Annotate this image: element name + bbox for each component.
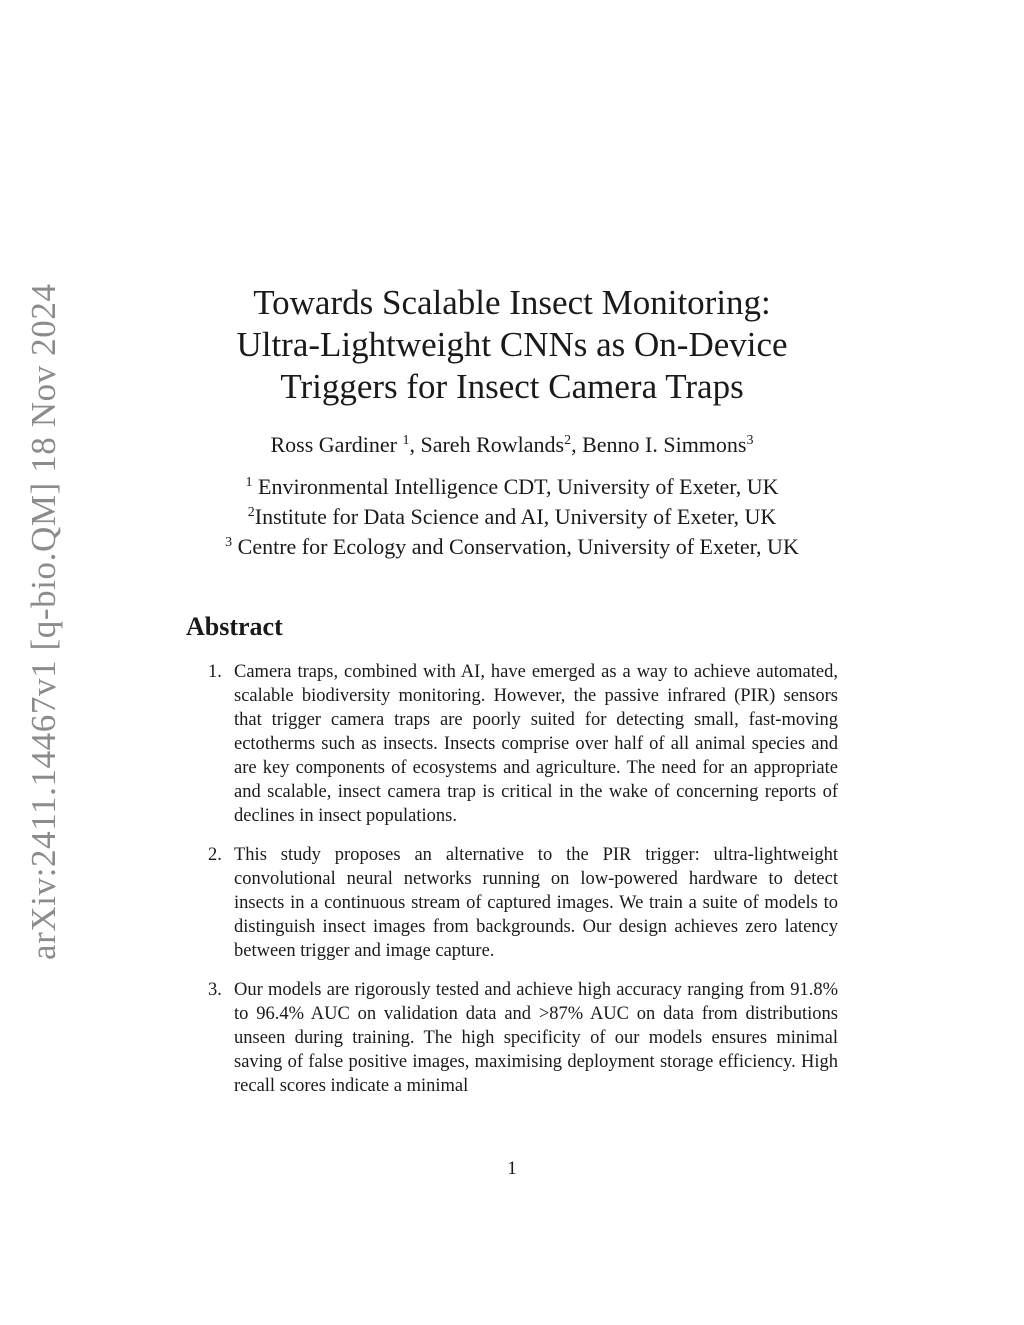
author-separator: ,: [571, 432, 583, 457]
item-text: Camera traps, combined with AI, have emerged as a way to achieve automated, scalable biodiversity monitoring. However, the passive infrared (PIR) sensors that trigger camera traps are poorly suited for detecting small, fast-moving ectotherms such as insects. Insects comprise over half of all animal species and are key components of ecosystems and agriculture. The need for an appropriate and scalable, insect camera trap is critical in the wake of concerning reports of declines in insect populations.: [234, 662, 838, 826]
item-number: 2.: [208, 845, 222, 865]
abstract-list: [186, 660, 838, 1113]
affiliation-mark: 1: [402, 433, 410, 448]
abstract-item: [186, 978, 838, 1098]
title-line: Ultra-Lightweight CNNs as On-Device: [236, 325, 788, 364]
paper-title: [180, 282, 844, 408]
affiliation-line: [180, 532, 844, 562]
affiliation-list: [180, 472, 844, 562]
author-name: Ross Gardiner: [270, 432, 397, 457]
page-number: 1: [507, 1158, 517, 1179]
affiliation-text: Institute for Data Science and AI, University of Exeter, UK: [254, 504, 777, 529]
affiliation-line: [180, 472, 844, 502]
affiliation-mark: 1: [245, 475, 253, 490]
author-separator: ,: [409, 432, 421, 457]
item-text: This study proposes an alternative to the PIR trigger: ultra-lightweight convolutional neural networks running on low-powered hardware to detect insects in a continuous stream of captured images. We train a suite of models to distinguish insect images from backgrounds. Our design achieves zero latency between trigger and image capture.: [234, 845, 838, 961]
title-line: Triggers for Insect Camera Traps: [280, 367, 744, 406]
abstract-item: [186, 843, 838, 963]
author-name: Benno I. Simmons: [582, 432, 747, 457]
affiliation-mark: 2: [564, 433, 572, 448]
item-number: 3.: [208, 980, 222, 1000]
abstract-heading: Abstract: [186, 612, 283, 641]
affiliation-mark: 2: [247, 505, 255, 520]
affiliation-line: [180, 502, 844, 532]
title-line: Towards Scalable Insect Monitoring:: [253, 283, 771, 322]
item-text: Our models are rigorously tested and achieve high accuracy ranging from 91.8% to 96.4% AUC on validation data and >87% AUC on data from distributions unseen during training. The high specificity of our models ensures minimal saving of false positive images, maximising deployment storage efficiency. High recall scores indicate a minimal: [234, 980, 838, 1096]
author-name: Sareh Rowlands: [420, 432, 565, 457]
abstract-item: [186, 660, 838, 828]
affiliation-mark: 3: [746, 433, 754, 448]
item-number: 1.: [208, 662, 222, 682]
author-list: [180, 430, 844, 460]
affiliation-text: Environmental Intelligence CDT, University of Exeter, UK: [258, 474, 779, 499]
affiliation-mark: 3: [225, 535, 233, 550]
arxiv-identifier-stamp: arXiv:2411.14467v1 [q-bio.QM] 18 Nov 2024: [24, 283, 63, 960]
affiliation-text: Centre for Ecology and Conservation, University of Exeter, UK: [237, 534, 799, 559]
